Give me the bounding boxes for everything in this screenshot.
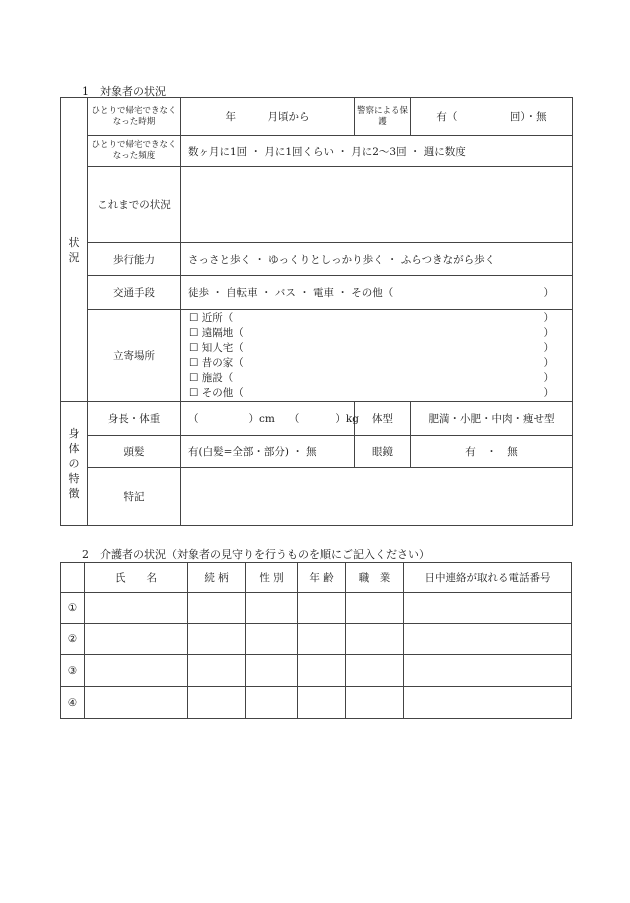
occupation-cell[interactable]	[346, 687, 404, 719]
phone-cell[interactable]	[404, 624, 572, 655]
remarks-label: 特記	[88, 468, 181, 526]
transport-options[interactable]	[181, 276, 573, 310]
row-number: ④	[61, 687, 85, 719]
transport-text: 徒歩 ・ 自転車 ・ バス ・ 電車 ・ その他（	[188, 287, 394, 299]
occupation-cell[interactable]	[346, 593, 404, 624]
row-number: ②	[61, 624, 85, 655]
row-number: ①	[61, 593, 85, 624]
hair-options[interactable]: 有(白髪=全部・部分) ・ 無	[181, 436, 355, 468]
age-cell[interactable]	[298, 687, 346, 719]
visit-place-item[interactable]: ☐ 知人宅（ ）	[189, 342, 554, 354]
visit-place-item[interactable]: ☐ 近所（ ）	[189, 312, 554, 324]
col-header-gender: 性 別	[246, 563, 298, 593]
relation-cell[interactable]	[188, 655, 246, 687]
history-label: これまでの状況	[88, 167, 181, 243]
police-protection-label: 警察による保護	[355, 98, 411, 136]
glasses-options[interactable]: 有 ・ 無	[411, 436, 573, 468]
col-header-number	[61, 563, 85, 593]
occupation-cell[interactable]	[346, 655, 404, 687]
body-type-label: 体型	[355, 402, 411, 436]
visit-place-item[interactable]: ☐ その他（ ）	[189, 387, 554, 399]
visit-place-item[interactable]: ☐ 昔の家（ ）	[189, 357, 554, 369]
visit-place-item[interactable]: ☐ 遠隔地（ ）	[189, 327, 554, 339]
row-number: ③	[61, 655, 85, 687]
phone-cell[interactable]	[404, 655, 572, 687]
walking-ability-options[interactable]: さっさと歩く ・ ゆっくりとしっかり歩く ・ ふらつきながら歩く	[181, 243, 573, 276]
return-period-label: ひとりで帰宅できなくなった時期	[88, 98, 181, 136]
return-period-field[interactable]: 年 月頃から	[181, 98, 355, 136]
age-cell[interactable]	[298, 593, 346, 624]
return-frequency-label: ひとりで帰宅できなくなった頻度	[88, 136, 181, 167]
walking-ability-label: 歩行能力	[88, 243, 181, 276]
transport-label: 交通手段	[88, 276, 181, 310]
gender-cell[interactable]	[246, 624, 298, 655]
gender-cell[interactable]	[246, 687, 298, 719]
phone-cell[interactable]	[404, 687, 572, 719]
section1-title: 1 対象者の状況	[82, 85, 166, 98]
body-type-options[interactable]: 肥満・小肥・中肉・痩せ型	[411, 402, 573, 436]
gender-cell[interactable]	[246, 593, 298, 624]
height-weight-field[interactable]: （ ）cm （ ）kg	[181, 402, 355, 436]
col-header-phone: 日中連絡が取れる電話番号	[404, 563, 572, 593]
name-cell[interactable]	[85, 593, 188, 624]
phone-cell[interactable]	[404, 593, 572, 624]
table-row	[61, 593, 572, 624]
group-label-shintai: 身 体 の 特 徴	[61, 402, 88, 526]
group-label-jokyo: 状 況	[61, 98, 88, 402]
occupation-cell[interactable]	[346, 624, 404, 655]
col-header-name: 氏 名	[85, 563, 188, 593]
hair-label: 頭髪	[88, 436, 181, 468]
caregiver-table	[60, 562, 572, 719]
visit-places-label: 立寄場所	[88, 310, 181, 402]
visit-place-item[interactable]: ☐ 施設（ ）	[189, 372, 554, 384]
glasses-label: 眼鏡	[355, 436, 411, 468]
subject-status-table	[60, 97, 573, 526]
height-weight-label: 身長・体重	[88, 402, 181, 436]
col-header-age: 年 齢	[298, 563, 346, 593]
table-row	[61, 624, 572, 655]
gender-cell[interactable]	[246, 655, 298, 687]
table-row	[61, 687, 572, 719]
police-protection-field[interactable]: 有（ 回）・無	[411, 98, 573, 136]
name-cell[interactable]	[85, 624, 188, 655]
name-cell[interactable]	[85, 687, 188, 719]
age-cell[interactable]	[298, 655, 346, 687]
age-cell[interactable]	[298, 624, 346, 655]
relation-cell[interactable]	[188, 593, 246, 624]
relation-cell[interactable]	[188, 624, 246, 655]
remarks-field[interactable]	[181, 468, 573, 526]
visit-places-list	[181, 310, 573, 402]
relation-cell[interactable]	[188, 687, 246, 719]
return-frequency-options[interactable]: 数ヶ月に1回 ・ 月に1回くらい ・ 月に2～3回 ・ 週に数度	[181, 136, 573, 167]
history-field[interactable]	[181, 167, 573, 243]
section2-title: 2 介護者の状況（対象者の見守りを行うものを順にご記入ください）	[82, 548, 430, 561]
col-header-occupation: 職 業	[346, 563, 404, 593]
table-row	[61, 655, 572, 687]
col-header-relation: 続 柄	[188, 563, 246, 593]
transport-close: ）	[543, 287, 554, 299]
name-cell[interactable]	[85, 655, 188, 687]
